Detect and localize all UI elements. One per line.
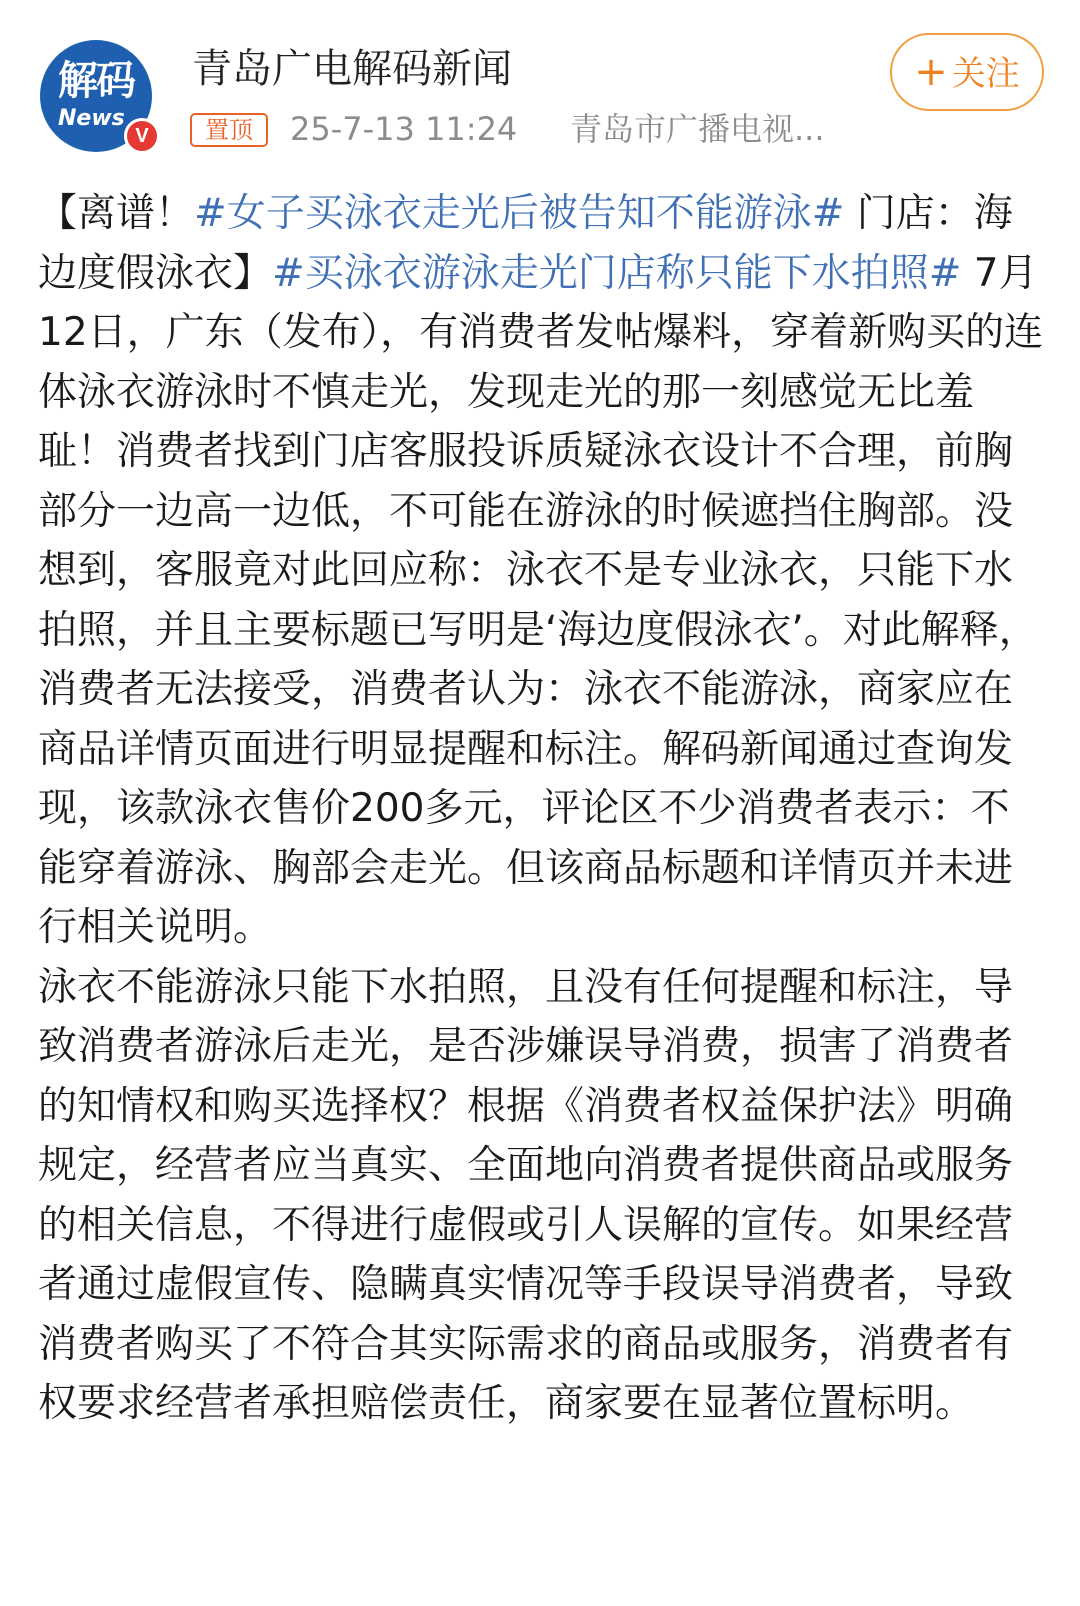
- hashtag-link[interactable]: #买泳衣游泳走光门店称只能下水拍照#: [272, 250, 962, 296]
- pinned-badge: 置顶: [190, 113, 268, 147]
- post-paragraph-text: 泳衣不能游泳只能下水拍照，且没有任何提醒和标注，导致消费者游泳后走光，是否涉嫌误导消费，损害了消费者的知情权和购买选择权？根据《消费者权益保护法》明确规定，经营者应当真实、全面地向消费者提供商品或服务的相关信息，不得进行虚假或引人误解的宣传。如果经营者通过虚假宣传、隐瞒真实情况等手段误导消费者，导致消费者购买了不符合其实际需求的商品或服务，消费者有权要求经营者承担赔偿责任，商家要在显著位置标明。: [38, 964, 1014, 1426]
- post-intro-prefix: 【离谱！: [38, 191, 195, 236]
- follow-label: 关注: [951, 54, 1020, 94]
- post-body: [38, 184, 1046, 1434]
- post-header: [0, 0, 1080, 170]
- post-paragraph: [38, 184, 1046, 958]
- post-timestamp: 25-7-13 11:24: [290, 110, 518, 148]
- avatar-logo-subtext: News: [58, 106, 125, 131]
- post-paragraph-text: 7月12日，广东（发布），有消费者发帖爆料，穿着新购买的连体泳衣游泳时不慎走光，发现走光的那一刻感觉无比羞耻！消费者找到门店客服投诉质疑泳衣设计不合理，前胸部分一边高一边低，不可能在游泳的时候遮挡住胸部。没想到，客服竟对此回应称：泳衣不是专业泳衣，只能下水拍照，并且主要标题已写明是‘海边度假泳衣’。对此解释，消费者无法接受，消费者认为：泳衣不能游泳，商家应在商品详情页面进行明显提醒和标注。解码新闻通过查询发现，该款泳衣售价200多元，评论区不少消费者表示：不能穿着游泳、胸部会走光。但该商品标题和详情页并未进行相关说明。: [38, 250, 1044, 950]
- post-intro-mid: 门店：海边度假泳衣】: [38, 191, 1013, 296]
- avatar-logo-text: 解码: [58, 58, 134, 104]
- plus-icon: +: [914, 49, 948, 95]
- follow-button[interactable]: [890, 33, 1044, 111]
- verified-icon: V: [124, 118, 160, 154]
- account-name[interactable]: 青岛广电解码新闻: [192, 46, 512, 92]
- post-source: 青岛市广播电视...: [570, 110, 825, 148]
- post-paragraph: [38, 958, 1046, 1434]
- hashtag-link[interactable]: #女子买泳衣走光后被告知不能游泳#: [194, 191, 845, 236]
